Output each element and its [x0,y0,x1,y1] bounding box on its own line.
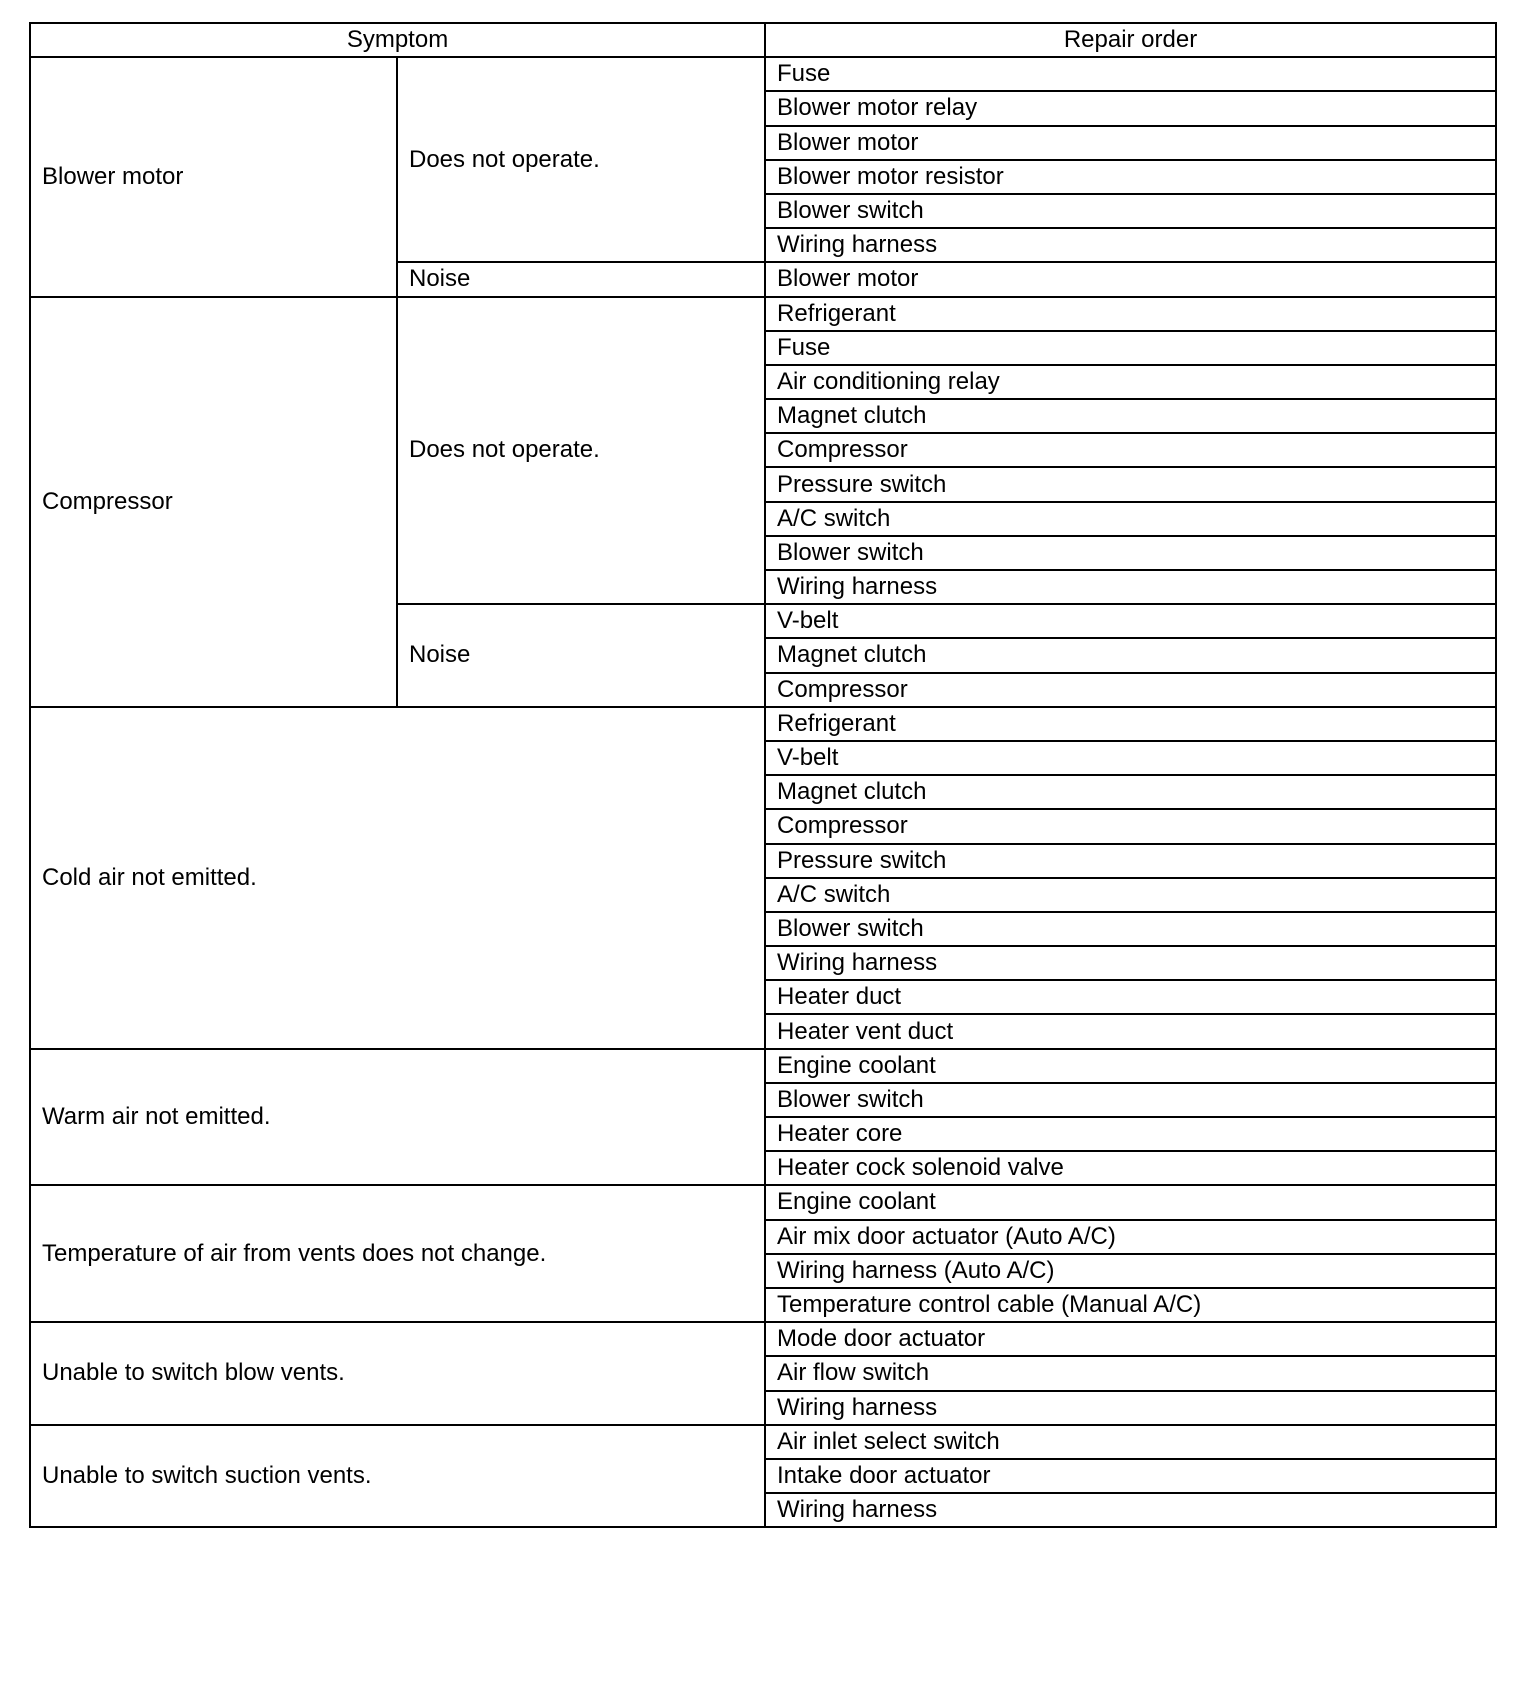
repair-item-cell: Air mix door actuator (Auto A/C) [765,1220,1496,1254]
repair-item-cell: Refrigerant [765,707,1496,741]
table-row [30,1322,1496,1356]
repair-item-cell: V-belt [765,604,1496,638]
table-row [30,1049,1496,1083]
repair-item-cell: Fuse [765,331,1496,365]
repair-item-cell: Air inlet select switch [765,1425,1496,1459]
repair-item-cell: Mode door actuator [765,1322,1496,1356]
table-row [30,707,1496,741]
repair-item-cell: Blower switch [765,912,1496,946]
symptom-cell: Unable to switch suction vents. [30,1425,765,1528]
sub-symptom-cell: Does not operate. [397,297,765,605]
repair-item-cell: Heater vent duct [765,1014,1496,1048]
table-row [30,1425,1496,1459]
repair-item-cell: Blower switch [765,536,1496,570]
sub-symptom-cell: Noise [397,604,765,707]
symptom-cell: Warm air not emitted. [30,1049,765,1186]
repair-item-cell: Blower switch [765,1083,1496,1117]
repair-item-cell: Wiring harness [765,946,1496,980]
repair-item-cell: Air flow switch [765,1356,1496,1390]
header-row [30,23,1496,57]
repair-item-cell: Blower motor resistor [765,160,1496,194]
repair-item-cell: Pressure switch [765,467,1496,501]
repair-item-cell: A/C switch [765,502,1496,536]
table-row [30,57,1496,91]
repair-item-cell: Compressor [765,673,1496,707]
repair-order-header: Repair order [765,23,1496,57]
symptom-cell: Cold air not emitted. [30,707,765,1049]
repair-item-cell: Blower motor [765,126,1496,160]
repair-item-cell: Magnet clutch [765,399,1496,433]
repair-item-cell: Blower motor relay [765,91,1496,125]
repair-item-cell: Compressor [765,433,1496,467]
symptom-cell: Unable to switch blow vents. [30,1322,765,1425]
repair-item-cell: Wiring harness (Auto A/C) [765,1254,1496,1288]
repair-item-cell: Temperature control cable (Manual A/C) [765,1288,1496,1322]
table-row [30,297,1496,331]
repair-order-table [29,22,1497,1528]
sub-symptom-cell: Noise [397,262,765,296]
repair-item-cell: Compressor [765,809,1496,843]
repair-item-cell: Heater cock solenoid valve [765,1151,1496,1185]
repair-item-cell: Pressure switch [765,844,1496,878]
repair-item-cell: Wiring harness [765,570,1496,604]
repair-item-cell: Engine coolant [765,1049,1496,1083]
symptom-header: Symptom [30,23,765,57]
sub-symptom-cell: Does not operate. [397,57,765,262]
repair-item-cell: Blower motor [765,262,1496,296]
repair-item-cell: Wiring harness [765,1493,1496,1527]
symptom-cell: Temperature of air from vents does not change. [30,1185,765,1322]
table-row [30,1185,1496,1219]
repair-item-cell: Heater duct [765,980,1496,1014]
repair-item-cell: Fuse [765,57,1496,91]
repair-item-cell: Heater core [765,1117,1496,1151]
repair-item-cell: Magnet clutch [765,638,1496,672]
repair-item-cell: Refrigerant [765,297,1496,331]
repair-item-cell: Intake door actuator [765,1459,1496,1493]
symptom-cell: Compressor [30,297,397,707]
repair-item-cell: Wiring harness [765,228,1496,262]
repair-item-cell: Wiring harness [765,1391,1496,1425]
table-body [30,57,1496,1527]
repair-item-cell: Engine coolant [765,1185,1496,1219]
repair-item-cell: A/C switch [765,878,1496,912]
repair-item-cell: Magnet clutch [765,775,1496,809]
repair-item-cell: Blower switch [765,194,1496,228]
symptom-cell: Blower motor [30,57,397,296]
repair-item-cell: Air conditioning relay [765,365,1496,399]
repair-item-cell: V-belt [765,741,1496,775]
